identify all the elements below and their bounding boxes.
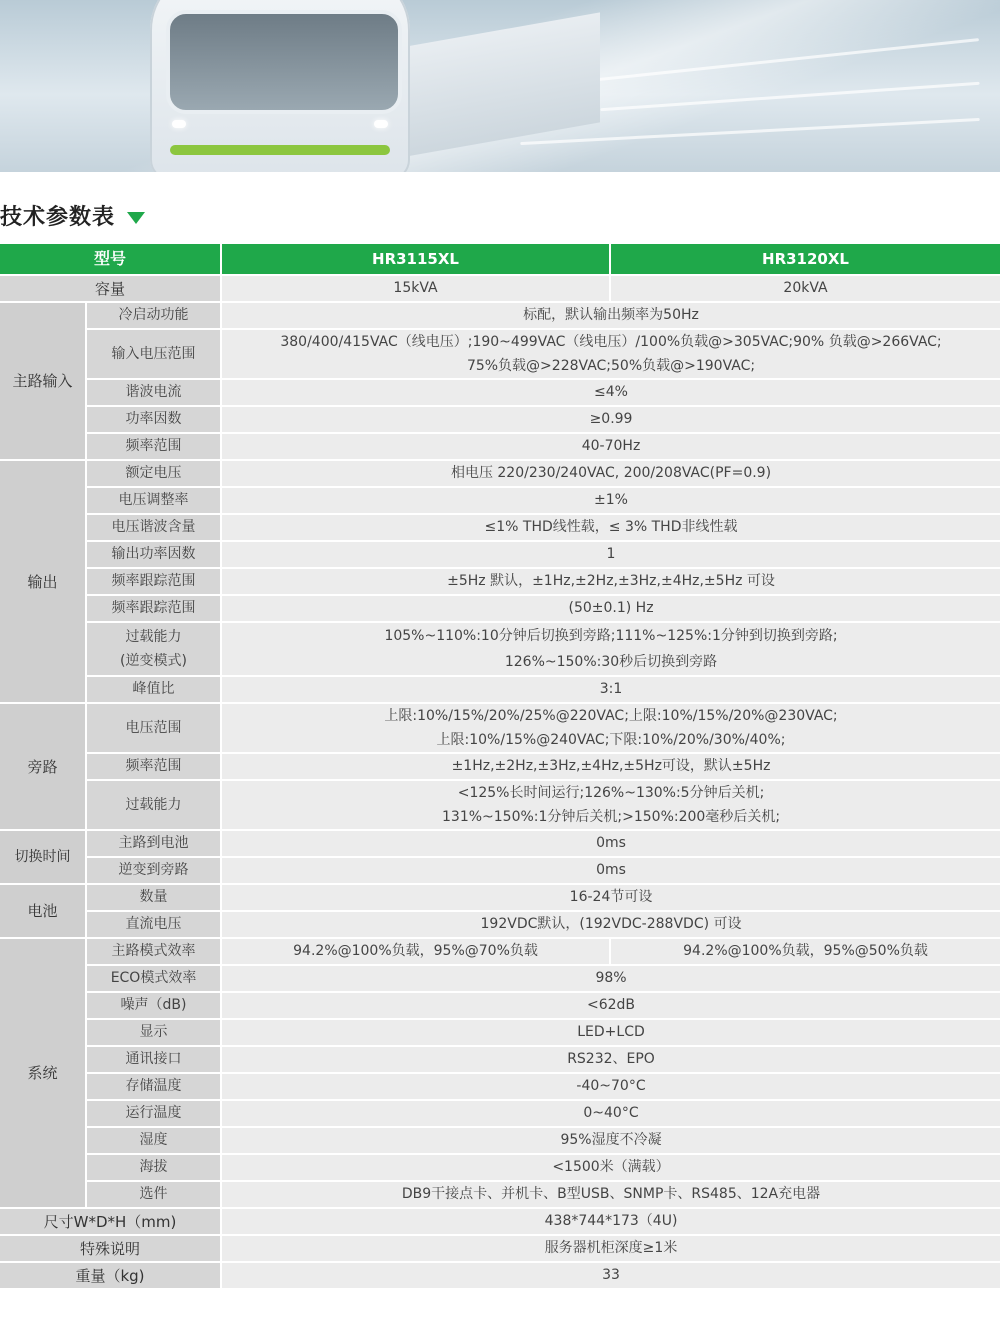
dimensions-value: 438*744*173（4U): [222, 1209, 1000, 1236]
row-label: 电压谐波含量: [87, 515, 222, 542]
model-hr3115xl: HR3115XL: [222, 244, 611, 276]
table-row: [0, 831, 1000, 858]
row-label-line: (逆变模式): [120, 653, 187, 669]
table-row: [0, 939, 1000, 966]
row-label: 频率跟踪范围: [87, 569, 222, 596]
table-row: [0, 677, 1000, 704]
row-value: -40~70°C: [222, 1074, 1000, 1101]
row-value: 相电压 220/230/240VAC, 200/208VAC(PF=0.9): [222, 461, 1000, 488]
table-row: [0, 704, 1000, 754]
row-value: ±5Hz 默认，±1Hz,±2Hz,±3Hz,±4Hz,±5Hz 可设: [222, 569, 1000, 596]
weight-value: 33: [222, 1263, 1000, 1290]
table-row: [0, 407, 1000, 434]
row-value: 1: [222, 542, 1000, 569]
row-value: [222, 623, 1000, 677]
table-row: [0, 1074, 1000, 1101]
weight-label: 重量（kg): [0, 1263, 222, 1290]
row-label: 逆变到旁路: [87, 858, 222, 885]
category-output: 输出: [0, 461, 87, 704]
capacity-value-2: 20kVA: [611, 276, 1000, 303]
row-label: 输出功率因数: [87, 542, 222, 569]
row-label: 选件: [87, 1182, 222, 1209]
row-label: 运行温度: [87, 1101, 222, 1128]
row-label: 主路到电池: [87, 831, 222, 858]
row-value: [222, 781, 1000, 831]
table-row: [0, 434, 1000, 461]
table-row: [0, 276, 1000, 303]
row-value: 16-24节可设: [222, 885, 1000, 912]
train-headlight: [374, 120, 388, 128]
row-value: ±1Hz,±2Hz,±3Hz,±4Hz,±5Hz可设，默认±5Hz: [222, 754, 1000, 781]
row-value: 0ms: [222, 831, 1000, 858]
train-stripe: [170, 145, 390, 155]
table-header-row: [0, 244, 1000, 276]
row-label: 存储温度: [87, 1074, 222, 1101]
category-battery: 电池: [0, 885, 87, 939]
row-value: <1500米（满载）: [222, 1155, 1000, 1182]
row-label: 峰值比: [87, 677, 222, 704]
row-label-line: 过载能力: [125, 629, 182, 645]
row-value: RS232、EPO: [222, 1047, 1000, 1074]
row-value: ≥0.99: [222, 407, 1000, 434]
table-row: [0, 596, 1000, 623]
capacity-value-1: 15kVA: [222, 276, 611, 303]
row-value-line: 380/400/415VAC（线电压）;190~499VAC（线电压）/100%负载@>305VAC;90% 负载@>266VAC;: [280, 334, 942, 350]
table-row: [0, 515, 1000, 542]
table-row: [0, 781, 1000, 831]
capacity-label: 容量: [0, 276, 222, 303]
dimensions-label: 尺寸W*D*H（mm): [0, 1209, 222, 1236]
category-transfer-time: 切换时间: [0, 831, 87, 885]
special-notes-value: 服务器机柜深度≥1米: [222, 1236, 1000, 1263]
table-row: [0, 1047, 1000, 1074]
row-value: DB9干接点卡、并机卡、B型USB、SNMP卡、RS485、12A充电器: [222, 1182, 1000, 1209]
category-system: 系统: [0, 939, 87, 1209]
table-row: [0, 754, 1000, 781]
row-value: [222, 704, 1000, 754]
table-row: [0, 569, 1000, 596]
row-label: 频率跟踪范围: [87, 596, 222, 623]
train-headlight: [172, 120, 186, 128]
table-row: [0, 885, 1000, 912]
table-row: [0, 1020, 1000, 1047]
category-main-input: 主路输入: [0, 303, 87, 461]
row-label: 过载能力: [87, 781, 222, 831]
row-label: 频率范围: [87, 754, 222, 781]
row-value: LED+LCD: [222, 1020, 1000, 1047]
row-label: 海拔: [87, 1155, 222, 1182]
table-row: [0, 1236, 1000, 1263]
row-value-line: 105%~110%:10分钟后切换到旁路;111%~125%:1分钟到切换到旁路;: [384, 628, 838, 644]
row-label: 显示: [87, 1020, 222, 1047]
row-value: 0ms: [222, 858, 1000, 885]
row-value: (50±0.1) Hz: [222, 596, 1000, 623]
model-hr3120xl: HR3120XL: [611, 244, 1000, 276]
row-label: 电压调整率: [87, 488, 222, 515]
row-value: ≤4%: [222, 380, 1000, 407]
speed-streak: [561, 38, 979, 85]
spec-table: [0, 244, 1000, 1290]
row-value-line: 75%负载@>228VAC;50%负载@>190VAC;: [466, 358, 756, 374]
section-heading: [0, 200, 145, 230]
table-row: [0, 1101, 1000, 1128]
row-label: 电压范围: [87, 704, 222, 754]
train-image: [150, 0, 410, 172]
table-row: [0, 912, 1000, 939]
table-row: [0, 488, 1000, 515]
table-row: [0, 1263, 1000, 1290]
row-label: 湿度: [87, 1128, 222, 1155]
table-row: [0, 303, 1000, 330]
table-row: [0, 1182, 1000, 1209]
row-label: [87, 623, 222, 677]
table-row: [0, 858, 1000, 885]
row-label: 数量: [87, 885, 222, 912]
table-row: [0, 542, 1000, 569]
row-value: ≤1% THD线性载，≤ 3% THD非线性载: [222, 515, 1000, 542]
model-label: 型号: [0, 244, 222, 276]
triangle-down-icon: [127, 212, 145, 224]
efficiency-value-2: 94.2%@100%负载，95%@50%负载: [611, 939, 1000, 966]
row-label: 额定电压: [87, 461, 222, 488]
special-notes-label: 特殊说明: [0, 1236, 222, 1263]
row-label: 冷启动功能: [87, 303, 222, 330]
table-row: [0, 993, 1000, 1020]
row-label: 通讯接口: [87, 1047, 222, 1074]
row-label: ECO模式效率: [87, 966, 222, 993]
section-title: 技术参数表: [0, 204, 116, 230]
row-label: 谐波电流: [87, 380, 222, 407]
table-row: [0, 380, 1000, 407]
row-value: 192VDC默认，(192VDC-288VDC) 可设: [222, 912, 1000, 939]
table-row: [0, 461, 1000, 488]
category-bypass: 旁路: [0, 704, 87, 831]
row-value: <62dB: [222, 993, 1000, 1020]
row-label: 功率因数: [87, 407, 222, 434]
speed-streak: [600, 82, 979, 112]
row-value: [222, 330, 1000, 380]
row-label: 频率范围: [87, 434, 222, 461]
row-value: 40-70Hz: [222, 434, 1000, 461]
row-value-line: 上限:10%/15%@240VAC;下限:10%/20%/30%/40%;: [436, 732, 786, 748]
table-row: [0, 330, 1000, 380]
hero-banner: [0, 0, 1000, 172]
row-value: 标配，默认输出频率为50Hz: [222, 303, 1000, 330]
train-windshield: [166, 10, 402, 114]
row-value-line: 126%~150%:30秒后切换到旁路: [504, 654, 718, 670]
row-label: 噪声（dB): [87, 993, 222, 1020]
table-row: [0, 1155, 1000, 1182]
train-car-image: [400, 12, 600, 157]
row-value: 0~40°C: [222, 1101, 1000, 1128]
table-row: [0, 966, 1000, 993]
row-value-line: 131%~150%:1分钟后关机;>150%:200毫秒后关机;: [442, 809, 781, 825]
row-label: 主路模式效率: [87, 939, 222, 966]
table-row: [0, 623, 1000, 677]
row-value: 95%湿度不冷凝: [222, 1128, 1000, 1155]
row-value: ±1%: [222, 488, 1000, 515]
table-row: [0, 1128, 1000, 1155]
table-row: [0, 1209, 1000, 1236]
row-label: 输入电压范围: [87, 330, 222, 380]
row-value-line: <125%长时间运行;126%~130%:5分钟后关机;: [457, 785, 765, 801]
row-label: 直流电压: [87, 912, 222, 939]
row-value-line: 上限:10%/15%/20%/25%@220VAC;上限:10%/15%/20%@230VAC;: [384, 708, 838, 724]
efficiency-value-1: 94.2%@100%负载，95%@70%负载: [222, 939, 611, 966]
row-value: 98%: [222, 966, 1000, 993]
row-value: 3:1: [222, 677, 1000, 704]
